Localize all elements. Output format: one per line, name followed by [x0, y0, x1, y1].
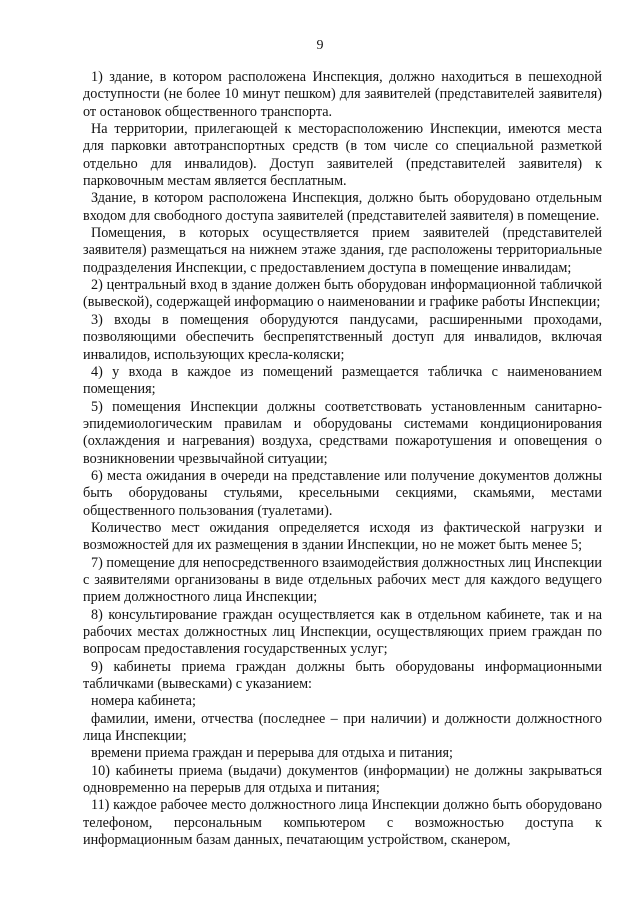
document-body [83, 69, 602, 849]
paragraph-item-4: 4) у входа в каждое из помещений размещается табличка с наименованием помещения; [83, 363, 602, 398]
paragraph-room-number: номера кабинета; [91, 693, 196, 710]
paragraph-item-2: 2) центральный вход в здание должен быть оборудован информационной табличкой (вывеской), содержащей информацию о наименовании и графике работы Инспекции; [83, 277, 602, 311]
paragraph-reception-time: времени приема граждан и перерыва для отдыха и питания; [91, 745, 453, 762]
paragraph-waiting-seats: Количество мест ожидания определяется исходя из фактической нагрузки и возможностей для их размещения в здании Инспекции, но не может быть менее 5; [83, 519, 602, 554]
paragraph-item-10: 10) кабинеты приема (выдачи) документов (информации) не должны закрываться одновременно на перерыв для отдыха и питания; [83, 762, 602, 797]
paragraph-item-7: 7) помещение для непосредственного взаимодействия должностных лиц Инспекции с заявителями организованы в виде отдельных рабочих мест для каждого ведущего прием должностного лица Инспекции; [83, 554, 602, 606]
paragraph-item-11: 11) каждое рабочее место должностного лица Инспекции должно быть оборудовано телефоном, персональным компьютером с возможностью доступа к информационным базам данных, печатающим устройством, сканером, [83, 797, 602, 849]
paragraph-item-9: 9) кабинеты приема граждан должны быть оборудованы информационными табличками (вывесками) с указанием: [83, 658, 602, 693]
paragraph-item-1: 1) здание, в котором расположена Инспекция, должно находиться в пешеходной доступности (не более 10 минут пешком) для заявителей (представителей заявителя) от остановок общественного транспорта. [83, 69, 602, 120]
paragraph-item-5: 5) помещения Инспекции должны соответствовать установленным санитарно-эпидемиологическим правилам и оборудованы системами кондиционирования (охлаждения и нагревания) воздуха, средствами пожаротушения и оповещения о возникновении чрезвычайной ситуации; [83, 398, 602, 467]
paragraph-premises: Помещения, в которых осуществляется прием заявителей (представителей заявителя) размещаться на нижнем этаже здания, где расположены территориальные подразделения Инспекции, с предоставлением доступа в помещение инвалидам; [83, 225, 602, 276]
paragraph-item-8: 8) консультирование граждан осуществляется как в отдельном кабинете, так и на рабочих местах должностных лиц Инспекции, осуществляющих прием граждан по вопросам предоставления государственных услуг; [83, 606, 602, 658]
paragraph-item-6: 6) места ожидания в очереди на представление или получение документов должны быть оборудованы стульями, кресельными секциями, скамьями, местами общественного пользования (туалетами). [83, 467, 602, 519]
paragraph-item-3: 3) входы в помещения оборудуются пандусами, расширенными проходами, позволяющими обеспечить беспрепятственный доступ для инвалидов, включая инвалидов, использующих кресла-коляски; [83, 311, 602, 363]
paragraph-entrance: Здание, в котором расположена Инспекция, должно быть оборудовано отдельным входом для свободного доступа заявителей (представителей заявителя) в помещение. [83, 190, 602, 224]
page-number: 9 [316, 38, 324, 53]
paragraph-official-name: фамилии, имени, отчества (последнее – при наличии) и должности должностного лица Инспекции; [83, 710, 602, 745]
paragraph-parking: На территории, прилегающей к месторасположению Инспекции, имеются места для парковки автотранспортных средств (в том числе со специальной разметкой отдельно для инвалидов). Доступ заявителей (представителей заявителя) к парковочным местам является бесплатным. [83, 121, 602, 190]
